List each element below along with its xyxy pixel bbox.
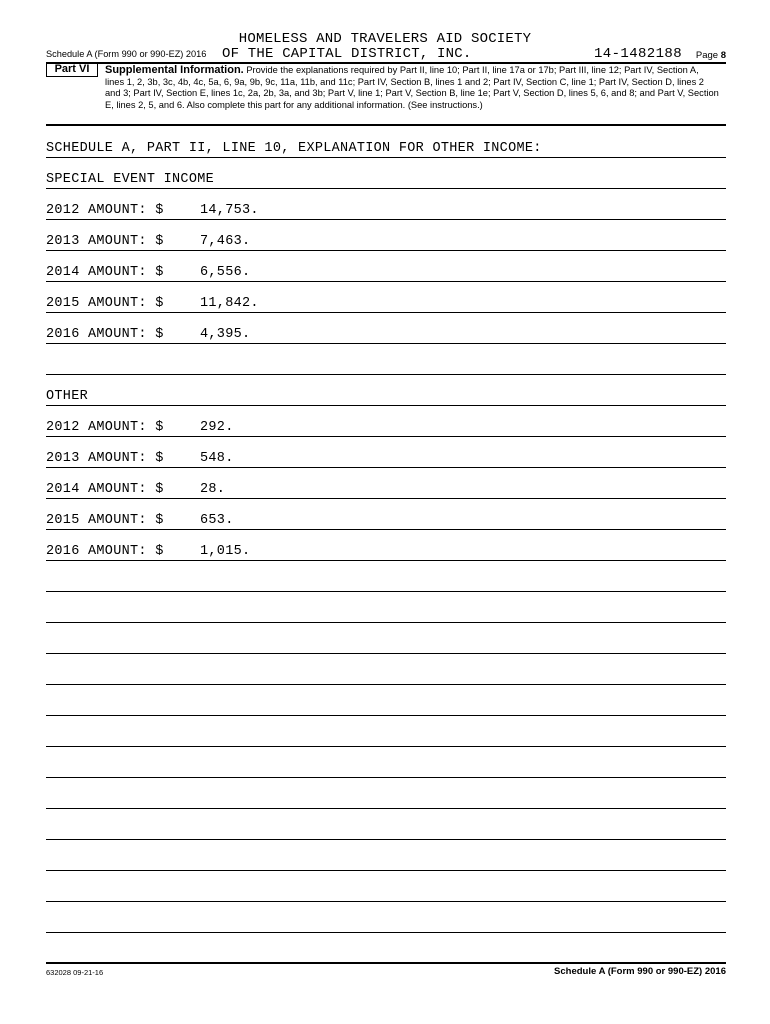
amount-label: 2013 AMOUNT: $ (46, 234, 164, 249)
form-line (46, 251, 726, 282)
amount-label: 2012 AMOUNT: $ (46, 420, 164, 435)
page-header (46, 44, 726, 62)
ein: 14-1482188 (593, 46, 682, 62)
form-line (46, 623, 726, 654)
form-line (46, 871, 726, 902)
form-line (46, 561, 726, 592)
form-line (46, 685, 726, 716)
amount-value: 7,463. (200, 234, 251, 249)
footer-rule (46, 962, 726, 964)
form-line (46, 220, 726, 251)
part-title: Supplemental Information. (105, 64, 244, 76)
form-line (46, 933, 726, 964)
form-line (46, 654, 726, 685)
footer-code: 632028 09-21-16 (46, 968, 104, 977)
form-line (46, 344, 726, 375)
form-line (46, 189, 726, 220)
amount-label: 2016 AMOUNT: $ (46, 544, 164, 559)
page-label (696, 50, 726, 61)
page-prefix: Page (695, 50, 719, 61)
page-number: 8 (720, 50, 726, 61)
form-line (46, 778, 726, 809)
amount-label: 2016 AMOUNT: $ (46, 327, 164, 342)
header-form-label: Schedule A (Form 990 or 990-EZ) 2016 (46, 49, 207, 59)
form-line (46, 840, 726, 871)
amount-value: 11,842. (200, 296, 259, 311)
form-line (46, 809, 726, 840)
form-line (46, 406, 726, 437)
amount-label: 2012 AMOUNT: $ (46, 203, 164, 218)
amount-value: 6,556. (200, 265, 251, 280)
part-rule (46, 124, 726, 126)
amount-value: 4,395. (200, 327, 251, 342)
part-instructions: Provide the explanations required by Part II, line 10; Part II, line 17a or 17b; Part III, line 12; Part IV, Section A, lines 1, 2, 3b, 3c, 4b, 4c, 5a, 6, 9a, 9b, 9c, 11a, 11b, and 11c; Part IV, Section B, lines 1 and 2; Part IV, Section C, line 1; Part IV, Section D, lines 2 and 3; Part IV, Section E, lines 1c, 2a, 2b, 3a, and 3b; Part V, line 1; Part V, Section B, line 1e; Part V, Section D, lines 5, 6, and 8; and Part V, Section E, lines 2, 5, and 6. Also complete this part for any additional information. (See instructions.) (105, 65, 719, 110)
line-text: OTHER (46, 389, 89, 404)
amount-value: 548. (200, 451, 234, 466)
form-line (46, 282, 726, 313)
form-line (46, 902, 726, 933)
form-line (46, 499, 726, 530)
form-line (46, 592, 726, 623)
amount-label: 2014 AMOUNT: $ (46, 482, 164, 497)
amount-label: 2015 AMOUNT: $ (46, 296, 164, 311)
amount-label: 2015 AMOUNT: $ (46, 513, 164, 528)
org-name-line2: OF THE CAPITAL DISTRICT, INC. (222, 46, 472, 62)
amount-label: 2014 AMOUNT: $ (46, 265, 164, 280)
amount-label: 2013 AMOUNT: $ (46, 451, 164, 466)
footer-form-label: Schedule A (Form 990 or 990-EZ) 2016 (554, 966, 726, 977)
form-line (46, 437, 726, 468)
amount-value: 28. (200, 482, 226, 497)
form-line (46, 313, 726, 344)
form-line (46, 716, 726, 747)
form-line (46, 530, 726, 561)
amount-value: 292. (200, 420, 234, 435)
amount-value: 14,753. (200, 203, 259, 218)
form-line (46, 375, 726, 406)
amount-value: 653. (200, 513, 234, 528)
form-line (46, 747, 726, 778)
form-line (46, 468, 726, 499)
line-text: SPECIAL EVENT INCOME (46, 172, 215, 187)
form-line (46, 127, 726, 158)
part-label: Part VI (46, 63, 98, 77)
amount-value: 1,015. (200, 544, 251, 559)
form-line (46, 158, 726, 189)
line-text: SCHEDULE A, PART II, LINE 10, EXPLANATION FOR OTHER INCOME: (46, 141, 542, 156)
org-name-line1: HOMELESS AND TRAVELERS AID SOCIETY (238, 31, 532, 47)
part-title-block (105, 65, 720, 111)
